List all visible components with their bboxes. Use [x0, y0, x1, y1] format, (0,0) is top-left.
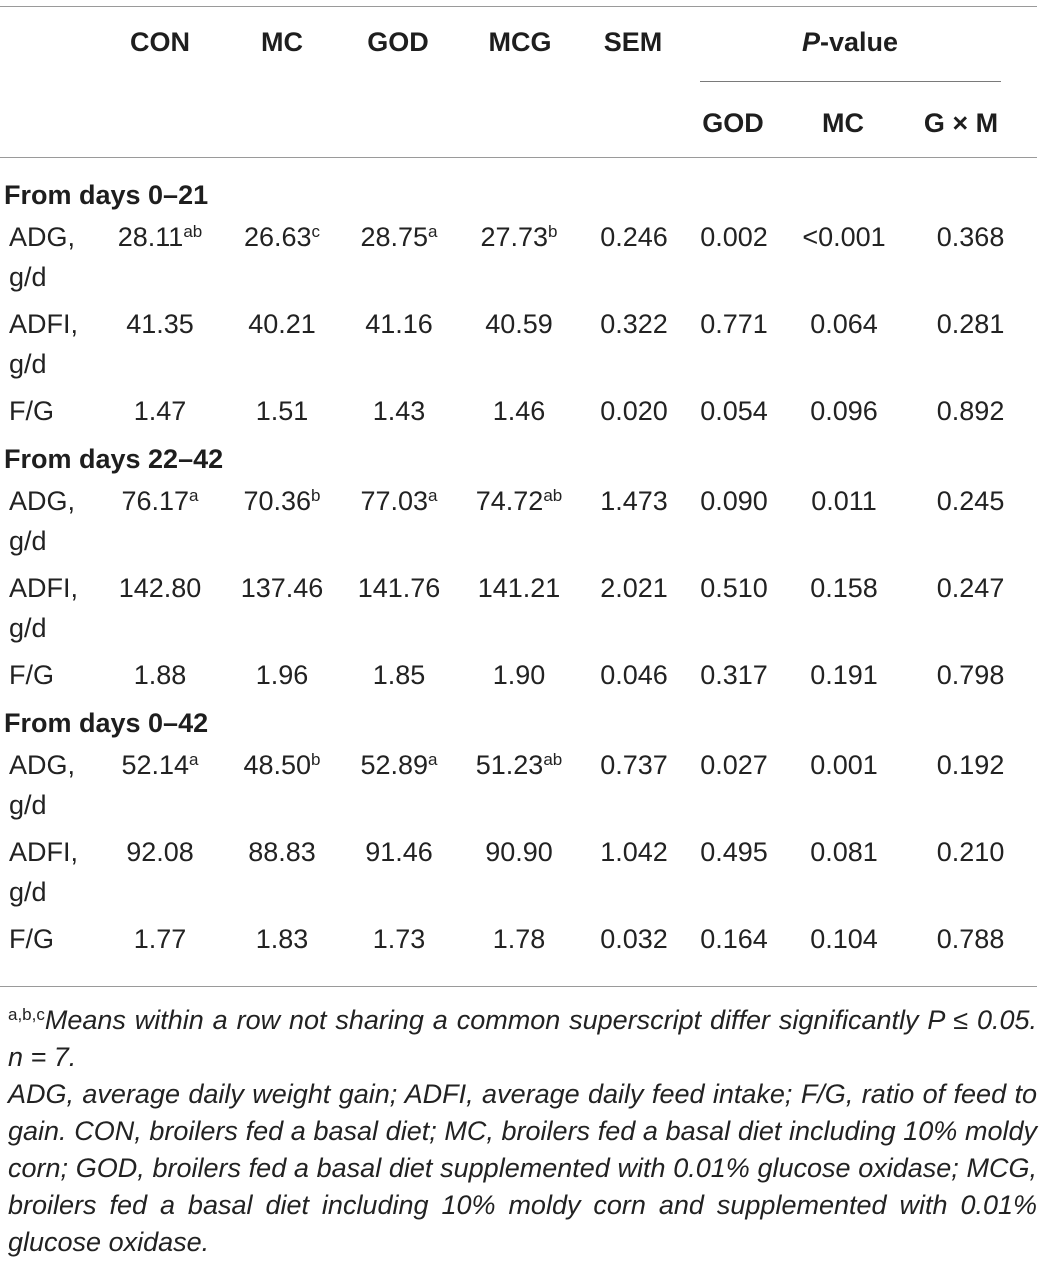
row-label-line: g/d	[9, 262, 47, 292]
row-label	[0, 745, 100, 832]
cell-value: 76.17	[121, 486, 190, 516]
header-p-suffix: -value	[819, 27, 899, 57]
section-row	[0, 438, 1037, 481]
cell-value: 0.096	[810, 396, 878, 426]
cell-value: 0.317	[700, 660, 768, 690]
cell-value: 92.08	[126, 837, 194, 867]
cell-value: 0.011	[811, 486, 877, 516]
section-row	[0, 702, 1037, 745]
cell-value: 1.51	[255, 396, 309, 426]
table-cell	[904, 391, 1037, 438]
table-cell	[784, 391, 904, 438]
cell-value: 0.191	[810, 660, 878, 690]
cell-superscript: b	[311, 750, 321, 769]
table-cell	[220, 568, 344, 655]
cell-value: 0.510	[700, 573, 768, 603]
table-cell	[220, 745, 344, 832]
table-cell	[684, 745, 784, 832]
table-cell	[454, 745, 584, 832]
row-label	[0, 391, 100, 438]
table-cell	[784, 568, 904, 655]
row-label-line: ADG,	[9, 750, 76, 780]
table-row	[0, 217, 1037, 304]
cell-value: 0.027	[700, 750, 768, 780]
header-mc: MC	[261, 27, 303, 57]
table-cell	[344, 481, 454, 568]
table-cell	[904, 304, 1037, 391]
cell-superscript: a	[428, 222, 438, 241]
cell-value: 52.14	[121, 750, 190, 780]
cell-value: 0.737	[600, 750, 668, 780]
row-label	[0, 217, 100, 304]
table-cell	[784, 304, 904, 391]
table-cell	[684, 568, 784, 655]
cell-superscript: b	[311, 486, 321, 505]
table-cell	[684, 481, 784, 568]
table-cell	[684, 655, 784, 702]
table-cell	[684, 304, 784, 391]
cell-superscript: b	[548, 222, 558, 241]
cell-value: 1.43	[372, 396, 426, 426]
cell-value: 0.064	[810, 309, 878, 339]
table-cell	[344, 832, 454, 919]
cell-value: 28.75	[360, 222, 429, 252]
table-cell	[344, 217, 454, 304]
table-cell	[584, 391, 684, 438]
table-cell	[584, 745, 684, 832]
table-cell	[684, 391, 784, 438]
table-cell	[784, 832, 904, 919]
cell-value: 0.247	[936, 573, 1005, 603]
table-cell	[220, 481, 344, 568]
cell-value: <0.001	[802, 222, 886, 252]
cell-value: 1.90	[492, 660, 546, 690]
table-cell	[454, 832, 584, 919]
cell-value: 27.73	[480, 222, 549, 252]
table-cell	[904, 481, 1037, 568]
cell-value: 2.021	[600, 573, 668, 603]
section-title: From days 0–21	[4, 180, 209, 210]
cell-value: 1.88	[133, 660, 187, 690]
cell-value: 28.11	[117, 222, 184, 252]
table-cell	[220, 217, 344, 304]
cell-value: 0.771	[700, 309, 768, 339]
cell-superscript: c	[311, 222, 321, 241]
table-cell	[784, 481, 904, 568]
header-bottom-rule	[0, 157, 1037, 158]
cell-superscript: a	[189, 486, 199, 505]
table-cell	[904, 919, 1037, 966]
table-cell	[100, 568, 220, 655]
p-value-group-rule	[700, 81, 1001, 82]
cell-value: 1.96	[255, 660, 309, 690]
cell-value: 0.281	[936, 309, 1005, 339]
table-row	[0, 655, 1037, 702]
table-cell	[100, 655, 220, 702]
table-cell	[220, 655, 344, 702]
row-label-line: F/G	[9, 924, 54, 954]
cell-value: 0.001	[810, 750, 878, 780]
table-bottom-rule	[0, 986, 1037, 987]
cell-value: 0.032	[600, 924, 668, 954]
header-mcg: MCG	[488, 27, 552, 57]
cell-value: 1.77	[133, 924, 187, 954]
table-cell	[454, 481, 584, 568]
table-cell	[784, 745, 904, 832]
row-label-line: ADFI,	[9, 309, 79, 339]
table-body	[0, 174, 1037, 966]
table-row	[0, 919, 1037, 966]
table-cell	[344, 391, 454, 438]
table-cell	[100, 919, 220, 966]
header-p-value	[802, 27, 898, 57]
cell-value: 0.002	[700, 222, 768, 252]
table-cell	[220, 304, 344, 391]
cell-value: 0.246	[600, 222, 668, 252]
row-label-line: ADFI,	[9, 573, 79, 603]
table-cell	[584, 655, 684, 702]
cell-value: 0.158	[810, 573, 878, 603]
footnote-significance	[8, 1002, 1037, 1076]
section-row	[0, 174, 1037, 217]
table-cell	[344, 919, 454, 966]
cell-superscript: ab	[543, 750, 563, 769]
row-label	[0, 568, 100, 655]
header-p-letter: P	[801, 27, 820, 57]
table-cell	[344, 745, 454, 832]
row-label	[0, 655, 100, 702]
cell-value: 1.85	[372, 660, 426, 690]
section-title: From days 0–42	[4, 708, 209, 738]
table-cell	[784, 217, 904, 304]
cell-value: 1.83	[255, 924, 309, 954]
table-row	[0, 304, 1037, 391]
table-cell	[684, 832, 784, 919]
table-row	[0, 391, 1037, 438]
table-cell	[584, 217, 684, 304]
cell-superscript: a	[428, 750, 438, 769]
cell-value: 88.83	[248, 837, 316, 867]
cell-value: 1.73	[372, 924, 426, 954]
row-label	[0, 919, 100, 966]
table-cell	[454, 217, 584, 304]
cell-value: 141.76	[357, 573, 441, 603]
table-cell	[904, 745, 1037, 832]
cell-value: 0.090	[700, 486, 768, 516]
header-p-mc: MC	[822, 108, 864, 138]
cell-value: 0.210	[936, 837, 1005, 867]
cell-value: 0.495	[700, 837, 768, 867]
cell-value: 91.46	[365, 837, 433, 867]
cell-value: 26.63	[243, 222, 312, 252]
row-label-line: g/d	[9, 349, 47, 379]
cell-value: 0.788	[936, 924, 1005, 954]
table-cell	[584, 304, 684, 391]
cell-value: 70.36	[243, 486, 312, 516]
cell-value: 0.054	[700, 396, 768, 426]
table-cell	[220, 919, 344, 966]
table-cell	[100, 745, 220, 832]
table-cell	[904, 568, 1037, 655]
cell-value: 137.46	[240, 573, 324, 603]
cell-value: 0.192	[936, 750, 1005, 780]
table-cell	[584, 919, 684, 966]
table-cell	[904, 655, 1037, 702]
table-top-rule	[0, 6, 1037, 7]
table-cell	[454, 568, 584, 655]
row-label	[0, 832, 100, 919]
table-cell	[100, 832, 220, 919]
cell-value: 1.042	[600, 837, 668, 867]
table-cell	[584, 568, 684, 655]
row-label-line: g/d	[9, 790, 47, 820]
cell-value: 1.473	[600, 486, 668, 516]
table-cell	[784, 655, 904, 702]
cell-value: 77.03	[360, 486, 429, 516]
cell-value: 141.21	[477, 573, 561, 603]
table-cell	[220, 391, 344, 438]
cell-value: 1.47	[133, 396, 187, 426]
row-label-line: ADG,	[9, 486, 76, 516]
row-label-line: g/d	[9, 877, 47, 907]
cell-value: 0.892	[936, 396, 1005, 426]
footnotes	[8, 1002, 1037, 1261]
cell-value: 0.046	[600, 660, 668, 690]
header-con: CON	[130, 27, 190, 57]
cell-superscript: ab	[543, 486, 563, 505]
row-label	[0, 481, 100, 568]
cell-value: 0.164	[700, 924, 768, 954]
cell-value: 0.020	[600, 396, 668, 426]
row-label-line: F/G	[9, 660, 54, 690]
table-cell	[584, 481, 684, 568]
cell-superscript: a	[428, 486, 438, 505]
cell-value: 40.59	[485, 309, 553, 339]
cell-value: 90.90	[485, 837, 553, 867]
cell-value: 1.78	[492, 924, 546, 954]
section-title: From days 22–42	[4, 444, 224, 474]
header-p-god: GOD	[702, 108, 764, 138]
table-cell	[220, 832, 344, 919]
data-table	[0, 174, 1037, 966]
row-label-line: ADFI,	[9, 837, 79, 867]
cell-value: 0.798	[936, 660, 1005, 690]
table-cell	[100, 481, 220, 568]
table-cell	[454, 391, 584, 438]
table-cell	[100, 217, 220, 304]
cell-value: 0.104	[810, 924, 878, 954]
table-cell	[454, 304, 584, 391]
cell-value: 0.322	[600, 309, 668, 339]
footnote-significance-text: Means within a row not sharing a common superscript differ significantly P ≤ 0.05. n = 7.	[8, 1005, 1037, 1072]
table-cell	[684, 919, 784, 966]
table-cell	[784, 919, 904, 966]
row-label-line: g/d	[9, 613, 47, 643]
cell-superscript: a	[189, 750, 199, 769]
table-row	[0, 745, 1037, 832]
footnote-abbreviations: ADG, average daily weight gain; ADFI, average daily feed intake; F/G, ratio of feed to gain. CON, broilers fed a basal diet; MC, broilers fed a basal diet including 10% moldy corn; GOD, broilers fed a basal diet supplemented with 0.01% glucose oxidase; MCG, broilers fed a basal diet including 10% moldy corn and supplemented with 0.01% glucose oxidase.	[8, 1079, 1037, 1257]
table-row	[0, 832, 1037, 919]
cell-value: 48.50	[243, 750, 312, 780]
header-p-gxm: G × M	[923, 108, 999, 138]
table-cell	[454, 655, 584, 702]
cell-value: 0.245	[936, 486, 1005, 516]
table-cell	[344, 568, 454, 655]
table-cell	[344, 655, 454, 702]
cell-superscript: ab	[183, 222, 203, 241]
cell-value: 0.081	[810, 837, 878, 867]
cell-value: 1.46	[492, 396, 546, 426]
row-label-line: F/G	[9, 396, 54, 426]
cell-value: 52.89	[360, 750, 429, 780]
table-cell	[904, 832, 1037, 919]
table-cell	[100, 304, 220, 391]
cell-value: 51.23	[475, 750, 544, 780]
row-label-line: ADG,	[9, 222, 76, 252]
row-label-line: g/d	[9, 526, 47, 556]
table-cell	[904, 217, 1037, 304]
footnote-superscript: a,b,c	[8, 1005, 45, 1024]
table-row	[0, 481, 1037, 568]
cell-value: 74.72	[475, 486, 544, 516]
header-god: GOD	[367, 27, 429, 57]
table-cell	[344, 304, 454, 391]
cell-value: 41.35	[126, 309, 194, 339]
table-cell	[584, 832, 684, 919]
table-cell	[100, 391, 220, 438]
cell-value: 41.16	[365, 309, 433, 339]
cell-value: 142.80	[118, 573, 202, 603]
row-label	[0, 304, 100, 391]
cell-value: 0.368	[936, 222, 1005, 252]
cell-value: 40.21	[248, 309, 316, 339]
table-row	[0, 568, 1037, 655]
header-sem: SEM	[603, 27, 663, 57]
table-cell	[454, 919, 584, 966]
table-cell	[684, 217, 784, 304]
